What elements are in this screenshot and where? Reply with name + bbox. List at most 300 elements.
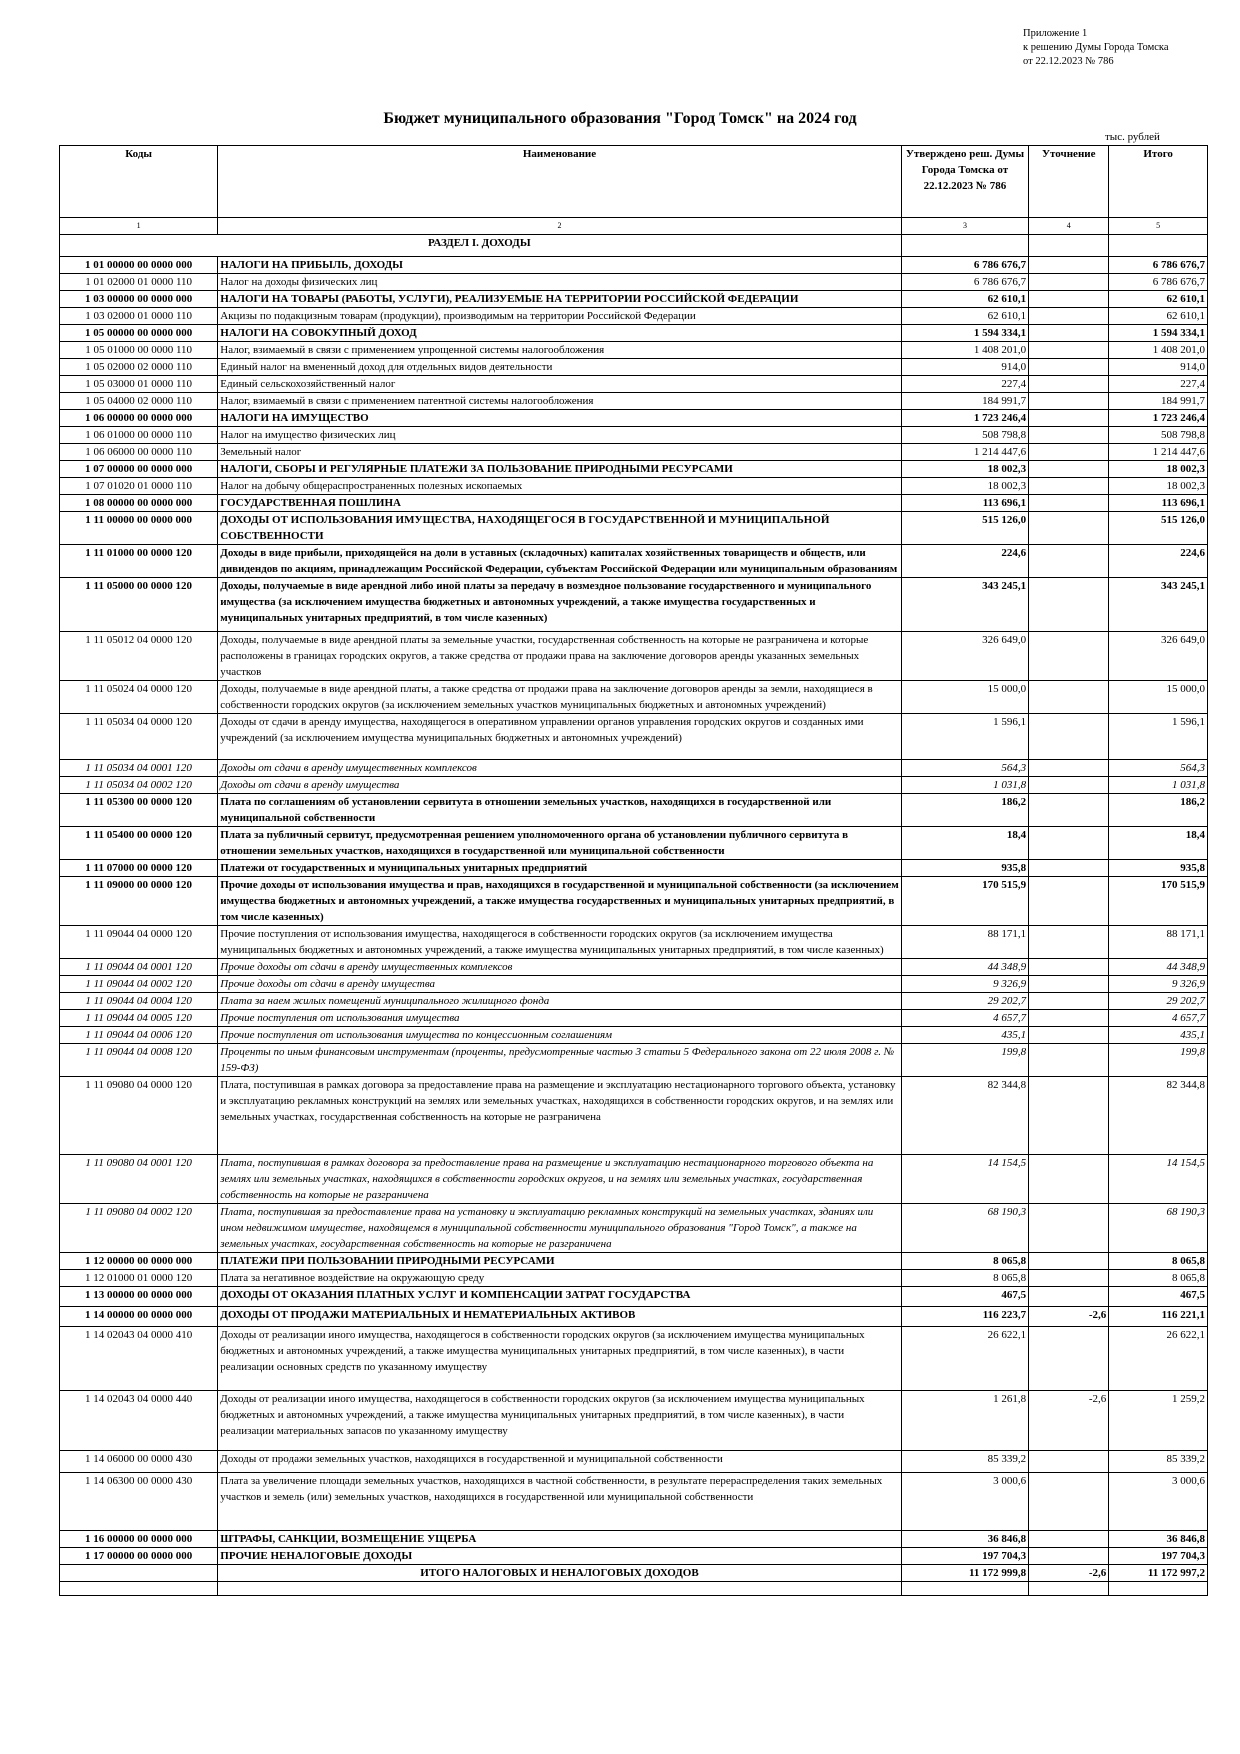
row-name: ДОХОДЫ ОТ ОКАЗАНИЯ ПЛАТНЫХ УСЛУГ И КОМПЕНСАЦИИ ЗАТРАТ ГОСУДАРСТВА [218,1287,901,1307]
row-name: Доходы, получаемые в виде арендной либо иной платы за передачу в возмездное пользование государственного и муниципального имущества (за исключением имущества бюджетных и автономных учреждений, а также имущества государственных и муниципальных унитарных предприятий, в том числе казенных) [218,578,901,632]
row-total: 18,4 [1109,827,1208,860]
row-approved: 1 214 447,6 [901,444,1028,461]
row-adjust [1029,325,1109,342]
row-adjust [1029,393,1109,410]
row-name: Доходы от реализации иного имущества, находящегося в собственности городских округов (за исключением имущества муниципальных бюджетных и автономных учреждений, а также имущества муниципальных унитарных предприятий, в том числе казенных), в части реализации материальных запасов по указанному имуществу [218,1391,901,1451]
row-approved: 8 065,8 [901,1253,1028,1270]
table-row [60,632,1208,681]
appendix-line: от 22.12.2023 № 786 [1023,56,1114,67]
blank-cell [1029,1582,1109,1596]
row-code: 1 17 00000 00 0000 000 [60,1548,218,1565]
row-code: 1 14 02043 04 0000 440 [60,1391,218,1451]
table-row [60,512,1208,545]
row-adjust [1029,274,1109,291]
row-code: 1 11 09000 00 0000 120 [60,877,218,926]
grand-total-approved: 11 172 999,8 [901,1565,1028,1582]
row-code: 1 06 01000 00 0000 110 [60,427,218,444]
row-total: 564,3 [1109,760,1208,777]
row-code: 1 08 00000 00 0000 000 [60,495,218,512]
row-code: 1 07 01020 01 0000 110 [60,478,218,495]
row-approved: 68 190,3 [901,1204,1028,1253]
row-approved: 62 610,1 [901,291,1028,308]
row-code: 1 05 01000 00 0000 110 [60,342,218,359]
row-total: 1 408 201,0 [1109,342,1208,359]
section-row [60,235,1208,257]
table-row [60,1307,1208,1327]
row-adjust [1029,1531,1109,1548]
row-code: 1 11 09044 04 0002 120 [60,976,218,993]
row-adjust [1029,993,1109,1010]
section-cell [1029,235,1109,257]
row-adjust [1029,681,1109,714]
column-number: 1 [60,218,218,235]
row-code: 1 11 09044 04 0000 120 [60,926,218,959]
row-adjust [1029,827,1109,860]
row-name: Плата, поступившая за предоставление права на установку и эксплуатацию рекламных конструкций на земельных участках, зданиях или ином недвижимом имуществе, находящемся в муниципальной собственности муниципального образования "Город Томск", а также на земельных участках, государственная собственность на которые не разграничена [218,1204,901,1253]
row-name: НАЛОГИ НА СОВОКУПНЫЙ ДОХОД [218,325,901,342]
row-adjust [1029,376,1109,393]
row-approved: 18,4 [901,827,1028,860]
table-header-row [60,146,1208,218]
row-code: 1 05 04000 02 0000 110 [60,393,218,410]
row-adjust: -2,6 [1029,1307,1109,1327]
row-name: Плата за наем жилых помещений муниципального жилищного фонда [218,993,901,1010]
row-name: Доходы в виде прибыли, приходящейся на доли в уставных (складочных) капиталах хозяйственных товариществ и обществ, или дивидендов по акциям, принадлежащим Российской Федерации, субъектам Российской Федерации или муниципальным образованиям [218,545,901,578]
table-row [60,1531,1208,1548]
column-number: 2 [218,218,901,235]
table-row [60,308,1208,325]
row-code: 1 16 00000 00 0000 000 [60,1531,218,1548]
row-adjust [1029,632,1109,681]
row-name: Налог на имущество физических лиц [218,427,901,444]
appendix-line: к решению Думы Города Томска [1023,42,1169,53]
row-code: 1 11 09044 04 0001 120 [60,959,218,976]
row-total: 62 610,1 [1109,308,1208,325]
row-name: Прочие поступления от использования имущества [218,1010,901,1027]
row-adjust: -2,6 [1029,1391,1109,1451]
row-total: 343 245,1 [1109,578,1208,632]
row-approved: 44 348,9 [901,959,1028,976]
row-approved: 184 991,7 [901,393,1028,410]
row-name: Единый налог на вмененный доход для отдельных видов деятельности [218,359,901,376]
row-total: 68 190,3 [1109,1204,1208,1253]
row-approved: 36 846,8 [901,1531,1028,1548]
row-approved: 82 344,8 [901,1077,1028,1155]
row-approved: 199,8 [901,1044,1028,1077]
row-adjust [1029,794,1109,827]
row-code: 1 01 02000 01 0000 110 [60,274,218,291]
row-total: 6 786 676,7 [1109,274,1208,291]
row-code: 1 06 06000 00 0000 110 [60,444,218,461]
column-number: 5 [1109,218,1208,235]
row-code: 1 07 00000 00 0000 000 [60,461,218,478]
row-adjust [1029,1044,1109,1077]
row-name: Плата, поступившая в рамках договора за предоставление права на размещение и эксплуатацию нестационарного торгового объекта на землях или земельных участках, находящихся в собственности городских округов, и на землях или земельных участках, государственная собственность на которые не разграничена [218,1155,901,1204]
table-row [60,827,1208,860]
row-total: 197 704,3 [1109,1548,1208,1565]
table-row [60,1077,1208,1155]
row-code: 1 11 01000 00 0000 120 [60,545,218,578]
row-approved: 26 622,1 [901,1327,1028,1391]
row-name: Доходы от сдачи в аренду имущества [218,777,901,794]
table-row [60,1270,1208,1287]
row-code: 1 11 05012 04 0000 120 [60,632,218,681]
row-total: 4 657,7 [1109,1010,1208,1027]
row-name: Прочие поступления от использования имущества, находящегося в собственности городских округов (за исключением имущества муниципальных бюджетных и автономных учреждений, а также имущества муниципальных унитарных предприятий, в том числе казенных) [218,926,901,959]
row-name: ДОХОДЫ ОТ ПРОДАЖИ МАТЕРИАЛЬНЫХ И НЕМАТЕРИАЛЬНЫХ АКТИВОВ [218,1307,901,1327]
table-row [60,274,1208,291]
blank-cell [218,1582,901,1596]
table-row [60,325,1208,342]
row-total: 467,5 [1109,1287,1208,1307]
row-total: 1 596,1 [1109,714,1208,760]
row-adjust [1029,1287,1109,1307]
table-row [60,1451,1208,1473]
grand-total-name: ИТОГО НАЛОГОВЫХ И НЕНАЛОГОВЫХ ДОХОДОВ [218,1565,901,1582]
row-adjust [1029,257,1109,274]
row-total: 199,8 [1109,1044,1208,1077]
blank-cell [901,1582,1028,1596]
row-code: 1 11 07000 00 0000 120 [60,860,218,877]
row-code: 1 03 00000 00 0000 000 [60,291,218,308]
table-row [60,1044,1208,1077]
row-approved: 1 723 246,4 [901,410,1028,427]
row-code: 1 11 00000 00 0000 000 [60,512,218,545]
row-code: 1 03 02000 01 0000 110 [60,308,218,325]
row-total: 82 344,8 [1109,1077,1208,1155]
row-total: 508 798,8 [1109,427,1208,444]
row-name: НАЛОГИ НА ТОВАРЫ (РАБОТЫ, УСЛУГИ), РЕАЛИЗУЕМЫЕ НА ТЕРРИТОРИИ РОССИЙСКОЙ ФЕДЕРАЦИИ [218,291,901,308]
grand-total-adjust: -2,6 [1029,1565,1109,1582]
row-approved: 18 002,3 [901,478,1028,495]
row-approved: 914,0 [901,359,1028,376]
table-row [60,1010,1208,1027]
row-total: 184 991,7 [1109,393,1208,410]
row-name: ПРОЧИЕ НЕНАЛОГОВЫЕ ДОХОДЫ [218,1548,901,1565]
row-adjust [1029,495,1109,512]
row-approved: 224,6 [901,545,1028,578]
table-row [60,444,1208,461]
table-row [60,1155,1208,1204]
row-approved: 15 000,0 [901,681,1028,714]
row-total: 1 723 246,4 [1109,410,1208,427]
row-name: Проценты по иным финансовым инструментам (проценты, предусмотренные частью 3 статьи 5 Федерального закона от 22 июля 2008 г. № 159-ФЗ) [218,1044,901,1077]
header-codes: Коды [60,146,218,218]
row-total: 435,1 [1109,1027,1208,1044]
blank-cell [1109,1582,1208,1596]
table-row [60,760,1208,777]
row-total: 15 000,0 [1109,681,1208,714]
row-adjust [1029,760,1109,777]
row-name: Прочие доходы от сдачи в аренду имущественных комплексов [218,959,901,976]
table-row [60,1548,1208,1565]
row-total: 88 171,1 [1109,926,1208,959]
table-row [60,376,1208,393]
table-row [60,257,1208,274]
row-total: 1 594 334,1 [1109,325,1208,342]
row-name: ШТРАФЫ, САНКЦИИ, ВОЗМЕЩЕНИЕ УЩЕРБА [218,1531,901,1548]
budget-table [59,145,1208,1596]
row-code: 1 06 00000 00 0000 000 [60,410,218,427]
appendix-line: Приложение 1 [1023,28,1088,39]
table-row [60,794,1208,827]
row-total: 18 002,3 [1109,461,1208,478]
row-total: 8 065,8 [1109,1270,1208,1287]
row-adjust [1029,714,1109,760]
row-total: 224,6 [1109,545,1208,578]
row-code: 1 11 09080 04 0002 120 [60,1204,218,1253]
row-approved: 116 223,7 [901,1307,1028,1327]
row-code: 1 11 05024 04 0000 120 [60,681,218,714]
row-approved: 1 596,1 [901,714,1028,760]
row-approved: 1 261,8 [901,1391,1028,1451]
row-total: 113 696,1 [1109,495,1208,512]
row-approved: 197 704,3 [901,1548,1028,1565]
row-name: Доходы от реализации иного имущества, находящегося в собственности городских округов (за исключением имущества муниципальных бюджетных и автономных учреждений, а также имущества муниципальных унитарных предприятий, в том числе казенных), в части реализации основных средств по указанному имуществу [218,1327,901,1391]
row-approved: 508 798,8 [901,427,1028,444]
row-total: 26 622,1 [1109,1327,1208,1391]
row-approved: 467,5 [901,1287,1028,1307]
row-total: 515 126,0 [1109,512,1208,545]
table-row [60,410,1208,427]
row-total: 186,2 [1109,794,1208,827]
row-adjust [1029,427,1109,444]
row-name: Платежи от государственных и муниципальных унитарных предприятий [218,860,901,877]
row-code: 1 05 02000 02 0000 110 [60,359,218,376]
appendix-note [1023,27,1223,69]
row-total: 9 326,9 [1109,976,1208,993]
table-row [60,1327,1208,1391]
row-adjust [1029,308,1109,325]
row-code: 1 11 05034 04 0002 120 [60,777,218,794]
row-approved: 3 000,6 [901,1473,1028,1531]
table-row [60,342,1208,359]
row-name: Плата за увеличение площади земельных участков, находящихся в частной собственности, в результате перераспределения таких земельных участков и земель (или) земельных участков, находящихся в государственной или муниципальной собственности [218,1473,901,1531]
row-code: 1 11 09044 04 0004 120 [60,993,218,1010]
row-code: 1 11 05300 00 0000 120 [60,794,218,827]
row-total: 6 786 676,7 [1109,257,1208,274]
row-code: 1 11 05000 00 0000 120 [60,578,218,632]
row-name: Земельный налог [218,444,901,461]
table-row [60,291,1208,308]
row-name: Плата за негативное воздействие на окружающую среду [218,1270,901,1287]
row-approved: 85 339,2 [901,1451,1028,1473]
row-total: 227,4 [1109,376,1208,393]
blank-cell [60,1582,218,1596]
row-approved: 343 245,1 [901,578,1028,632]
table-row [60,993,1208,1010]
row-name: Акцизы по подакцизным товарам (продукции), производимым на территории Российской Федерации [218,308,901,325]
table-row [60,545,1208,578]
row-adjust [1029,1027,1109,1044]
row-approved: 29 202,7 [901,993,1028,1010]
row-name: Налог на доходы физических лиц [218,274,901,291]
row-approved: 515 126,0 [901,512,1028,545]
header-approved: Утверждено реш. Думы Города Томска от 22.12.2023 № 786 [901,146,1028,218]
table-row [60,461,1208,478]
column-numbers-row [60,218,1208,235]
row-name: Плата за публичный сервитут, предусмотренная решением уполномоченного органа об установлении публичного сервитута в отношении земельных участков, находящихся в государственной или муниципальной собственности [218,827,901,860]
table-row [60,478,1208,495]
row-approved: 113 696,1 [901,495,1028,512]
table-row [60,1287,1208,1307]
row-approved: 170 515,9 [901,877,1028,926]
row-name: НАЛОГИ НА ИМУЩЕСТВО [218,410,901,427]
row-approved: 8 065,8 [901,1270,1028,1287]
row-name: Налог на добычу общераспространенных полезных ископаемых [218,478,901,495]
row-approved: 4 657,7 [901,1010,1028,1027]
row-adjust [1029,478,1109,495]
row-approved: 564,3 [901,760,1028,777]
row-code: 1 11 09044 04 0006 120 [60,1027,218,1044]
row-code: 1 14 06300 00 0000 430 [60,1473,218,1531]
table-row [60,681,1208,714]
row-name: Налог, взимаемый в связи с применением патентной системы налогообложения [218,393,901,410]
row-adjust [1029,1077,1109,1155]
row-total: 170 515,9 [1109,877,1208,926]
table-row [60,1204,1208,1253]
row-total: 29 202,7 [1109,993,1208,1010]
row-total: 1 259,2 [1109,1391,1208,1451]
row-code: 1 05 00000 00 0000 000 [60,325,218,342]
row-adjust [1029,1010,1109,1027]
header-total: Итого [1109,146,1208,218]
row-name: Прочие доходы от сдачи в аренду имущества [218,976,901,993]
header-name: Наименование [218,146,901,218]
row-adjust [1029,342,1109,359]
row-name: Налог, взимаемый в связи с применением упрощенной системы налогообложения [218,342,901,359]
row-adjust [1029,1473,1109,1531]
row-approved: 227,4 [901,376,1028,393]
row-code: 1 11 09080 04 0001 120 [60,1155,218,1204]
row-name: Плата по соглашениям об установлении сервитута в отношении земельных участков, находящихся в государственной или муниципальной собственности [218,794,901,827]
document-title: Бюджет муниципального образования "Город Томск" на 2024 год [383,110,857,127]
grand-total-total: 11 172 997,2 [1109,1565,1208,1582]
row-adjust [1029,359,1109,376]
row-name: Плата, поступившая в рамках договора за предоставление права на размещение и эксплуатацию нестационарного торгового объекта, установку и эксплуатацию рекламных конструкций на землях или земельных участках, находящихся в собственности городских округов, и на землях или земельных участках, государственная собственность на которые не разграничена [218,1077,901,1155]
row-name: ДОХОДЫ ОТ ИСПОЛЬЗОВАНИЯ ИМУЩЕСТВА, НАХОДЯЩЕГОСЯ В ГОСУДАРСТВЕННОЙ И МУНИЦИПАЛЬНОЙ СОБСТВЕННОСТИ [218,512,901,545]
budget-table-body [60,146,1208,1596]
row-adjust [1029,877,1109,926]
row-adjust [1029,1155,1109,1204]
row-name: Прочие поступления от использования имущества по концессионным соглашениям [218,1027,901,1044]
row-adjust [1029,410,1109,427]
row-adjust [1029,1451,1109,1473]
row-adjust [1029,1548,1109,1565]
row-code: 1 11 05400 00 0000 120 [60,827,218,860]
row-name: Доходы от сдачи в аренду имущества, находящегося в оперативном управлении органов управления городских округов и созданных ими учреждений (за исключением имущества муниципальных бюджетных и автономных учреждений) [218,714,901,760]
row-adjust [1029,545,1109,578]
row-code: 1 13 00000 00 0000 000 [60,1287,218,1307]
row-approved: 1 594 334,1 [901,325,1028,342]
table-row [60,714,1208,760]
table-row [60,976,1208,993]
row-total: 85 339,2 [1109,1451,1208,1473]
row-name: НАЛОГИ, СБОРЫ И РЕГУЛЯРНЫЕ ПЛАТЕЖИ ЗА ПОЛЬЗОВАНИЕ ПРИРОДНЫМИ РЕСУРСАМИ [218,461,901,478]
section-cell [1109,235,1208,257]
row-total: 14 154,5 [1109,1155,1208,1204]
table-row [60,495,1208,512]
row-approved: 62 610,1 [901,308,1028,325]
table-row [60,777,1208,794]
blank-row [60,1582,1208,1596]
row-adjust [1029,512,1109,545]
row-approved: 935,8 [901,860,1028,877]
row-code: 1 11 05034 04 0000 120 [60,714,218,760]
table-row [60,1391,1208,1451]
row-adjust [1029,926,1109,959]
table-row [60,393,1208,410]
row-code: 1 14 00000 00 0000 000 [60,1307,218,1327]
row-approved: 435,1 [901,1027,1028,1044]
row-code: 1 05 03000 01 0000 110 [60,376,218,393]
row-adjust [1029,1204,1109,1253]
row-total: 3 000,6 [1109,1473,1208,1531]
row-code: 1 14 02043 04 0000 410 [60,1327,218,1391]
row-total: 18 002,3 [1109,478,1208,495]
units-label: тыс. рублей [1105,131,1160,143]
row-total: 935,8 [1109,860,1208,877]
row-total: 36 846,8 [1109,1531,1208,1548]
table-row [60,860,1208,877]
row-code: 1 01 00000 00 0000 000 [60,257,218,274]
row-name: Доходы от сдачи в аренду имущественных комплексов [218,760,901,777]
row-total: 1 214 447,6 [1109,444,1208,461]
row-code: 1 11 09080 04 0000 120 [60,1077,218,1155]
row-code: 1 11 05034 04 0001 120 [60,760,218,777]
row-name: Доходы, получаемые в виде арендной платы за земельные участки, государственная собственность на которые не разграничена и которые расположены в границах городских округов, а также средства от продажи права на заключение договоров аренды указанных земельных участков [218,632,901,681]
section-cell [901,235,1028,257]
row-name: Единый сельскохозяйственный налог [218,376,901,393]
table-row [60,877,1208,926]
table-row [60,1027,1208,1044]
header-adjust: Уточнение [1029,146,1109,218]
row-total: 62 610,1 [1109,291,1208,308]
table-row [60,427,1208,444]
column-number: 3 [901,218,1028,235]
row-name: Доходы, получаемые в виде арендной платы, а также средства от продажи права на заключение договоров аренды за земли, находящиеся в собственности городских округов (за исключением земельных участков муниципальных бюджетных и автономных учреждений) [218,681,901,714]
row-adjust [1029,976,1109,993]
row-approved: 88 171,1 [901,926,1028,959]
row-adjust [1029,578,1109,632]
row-approved: 6 786 676,7 [901,257,1028,274]
row-name: ПЛАТЕЖИ ПРИ ПОЛЬЗОВАНИИ ПРИРОДНЫМИ РЕСУРСАМИ [218,1253,901,1270]
row-name: НАЛОГИ НА ПРИБЫЛЬ, ДОХОДЫ [218,257,901,274]
row-approved: 186,2 [901,794,1028,827]
row-total: 8 065,8 [1109,1253,1208,1270]
grand-total-code [60,1565,218,1582]
row-adjust [1029,1270,1109,1287]
table-row [60,1473,1208,1531]
row-approved: 6 786 676,7 [901,274,1028,291]
row-approved: 1 031,8 [901,777,1028,794]
row-code: 1 12 00000 00 0000 000 [60,1253,218,1270]
row-code: 1 14 06000 00 0000 430 [60,1451,218,1473]
column-number: 4 [1029,218,1109,235]
table-row [60,926,1208,959]
table-row [60,1253,1208,1270]
row-total: 116 221,1 [1109,1307,1208,1327]
row-code: 1 11 09044 04 0008 120 [60,1044,218,1077]
table-row [60,578,1208,632]
row-total: 44 348,9 [1109,959,1208,976]
row-adjust [1029,777,1109,794]
table-row [60,359,1208,376]
row-name: Доходы от продажи земельных участков, находящихся в государственной и муниципальной собственности [218,1451,901,1473]
row-name: Прочие доходы от использования имущества и прав, находящихся в государственной и муниципальной собственности (за исключением имущества бюджетных и автономных учреждений, а также имущества государственных и муниципальных унитарных предприятий, в том числе казенных) [218,877,901,926]
row-name: ГОСУДАРСТВЕННАЯ ПОШЛИНА [218,495,901,512]
row-approved: 1 408 201,0 [901,342,1028,359]
